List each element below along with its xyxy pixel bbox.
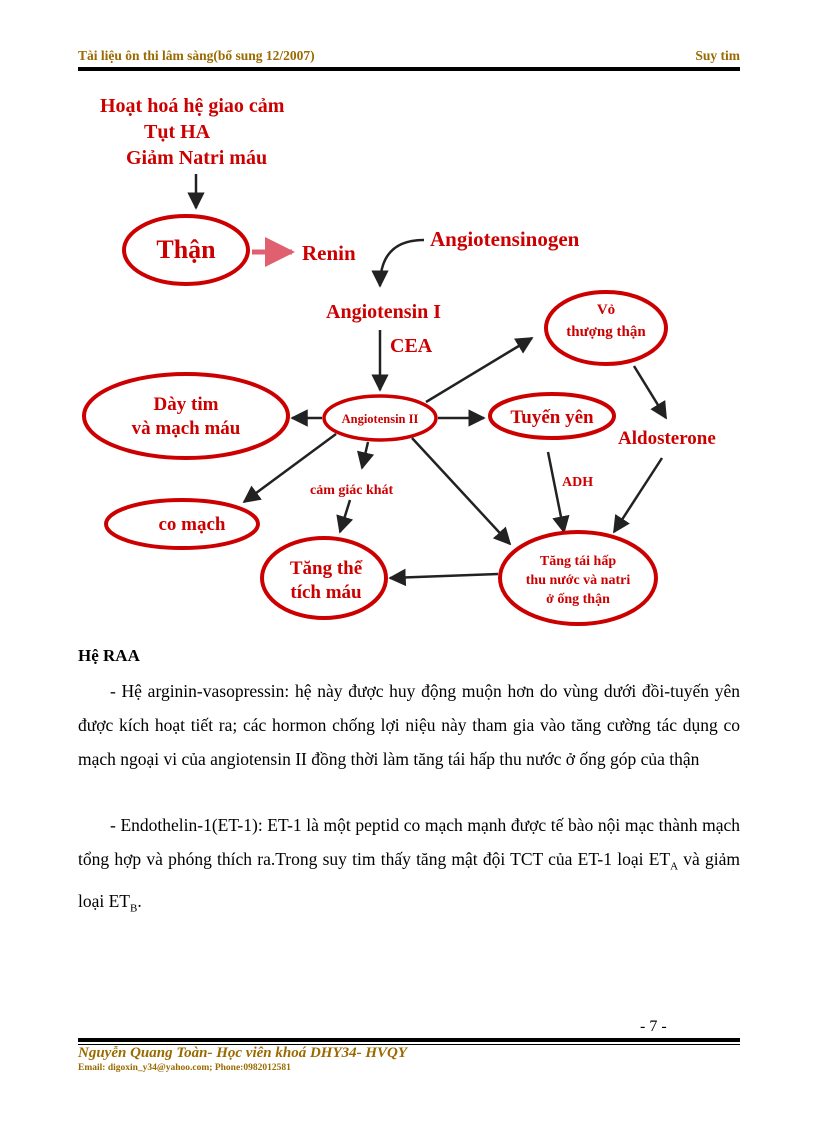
paragraph-arginin-vasopressin: - Hệ arginin-vasopressin: hệ này được huy động muộn hơn do vùng dưới đồi-tuyến yên được kích hoạt tiết ra; các hormon chống lợi niệu này tham gia vào tăng cường tác dụng co mạch ngoại vi của angiotensin II đồng thời làm tăng tái hấp thu nước ở ống góp của thận	[78, 681, 740, 769]
vasoconstriction-label: co mạch	[158, 514, 226, 535]
thirst-label: cảm giác khát	[310, 483, 394, 498]
page-number: - 7 -	[640, 1018, 667, 1035]
kidney-label: Thận	[156, 235, 216, 264]
angiotensinogen-label: Angiotensinogen	[430, 227, 580, 251]
arrow-adrenal-to-aldosterone	[634, 366, 666, 418]
adrenal-cortex-line2: thượng thận	[566, 324, 646, 340]
angiotensin2-label: Angiotensin II	[341, 412, 419, 426]
reabsorption-line1: Tăng tái hấp	[539, 554, 617, 569]
header-rule	[78, 67, 740, 71]
arrow-angiotensinogen-curve	[380, 240, 424, 286]
hypertrophy-line1: Dày tim	[153, 394, 219, 415]
header-document-title: Tài liệu ôn thi lâm sàng(bổ sung 12/2007)	[78, 48, 315, 63]
page-header	[78, 48, 740, 66]
arrow-angiotensin2-to-reabsorption	[412, 438, 510, 544]
paragraph-endothelin	[78, 808, 740, 925]
blood-volume-line1: Tăng thể	[289, 558, 363, 579]
footer-rule	[78, 1038, 740, 1042]
pituitary-label: Tuyến yên	[510, 407, 594, 428]
reabsorption-line2: thu nước và natri	[525, 573, 631, 588]
cea-label: CEA	[390, 335, 433, 357]
footer-contact: Email: digoxin_y34@yahoo.com; Phone:0982012581	[78, 1063, 291, 1073]
renin-label: Renin	[302, 241, 356, 265]
arrow-thirst-to-volume	[340, 500, 350, 532]
endothelin-text: - Endothelin-1(ET-1): ET-1 là một peptid co mạch mạnh được tế bào nội mạc thành mạch tổng hợp và phóng thích ra.Trong suy tim thấy tăng mật đội TCT của ET-1 loại ET	[78, 815, 740, 869]
reabsorption-line3: ở ống thận	[546, 592, 610, 607]
adh-label: ADH	[562, 475, 594, 490]
header-chapter-title: Suy tim	[695, 48, 740, 63]
arrow-reabsorption-to-volume	[390, 574, 498, 578]
section-title: Hệ RAA	[78, 646, 140, 665]
raa-diagram	[78, 82, 740, 642]
hypertrophy-line2: và mạch máu	[131, 418, 241, 439]
aldosterone-label: Aldosterone	[618, 428, 716, 449]
arrow-aldosterone-to-reabsorption	[614, 458, 662, 532]
subscript-b: B	[130, 902, 138, 914]
endothelin-end: .	[137, 890, 142, 911]
endothelin-mid: và giảm loại ET	[78, 849, 740, 911]
footer-author: Nguyễn Quang Toàn- Học viên khoá DHY34- HVQY	[78, 1045, 408, 1061]
arrow-angiotensin2-to-adrenal	[426, 338, 532, 402]
arrow-angiotensin2-to-thirst	[362, 442, 368, 468]
adrenal-cortex-line1: Vỏ	[596, 302, 616, 318]
hypertrophy-node	[84, 374, 288, 458]
blood-volume-line2: tích máu	[290, 582, 362, 603]
subscript-a: A	[670, 860, 679, 873]
trigger-hypotension: Tụt HA	[144, 121, 211, 143]
angiotensin1-label: Angiotensin I	[326, 301, 442, 323]
trigger-sympathetic: Hoạt hoá hệ giao cảm	[100, 95, 285, 117]
arrow-pituitary-to-reabsorption	[548, 452, 564, 532]
trigger-hyponatremia: Giảm Natri máu	[126, 147, 268, 169]
